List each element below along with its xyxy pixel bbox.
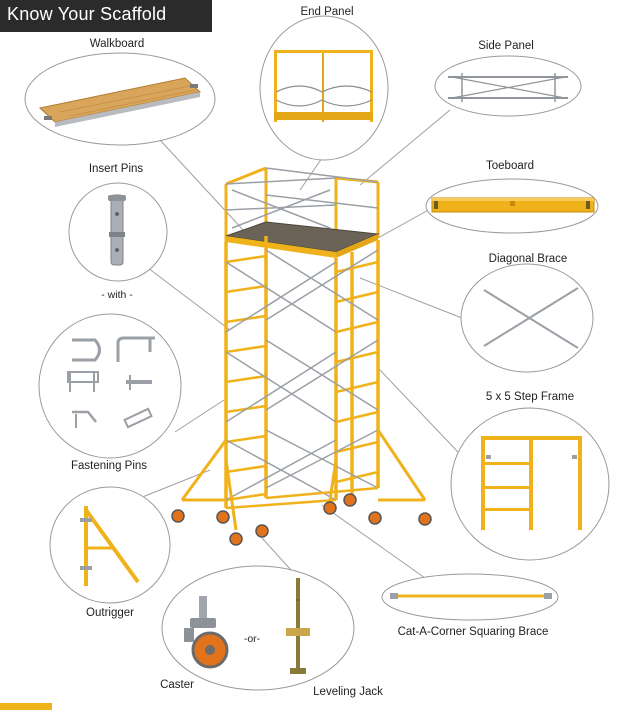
insert-pins-label: Insert Pins [88,163,144,175]
leader-toeboard [378,208,432,238]
squaring-brace-label: Cat-A-Corner Squaring Brace [397,626,549,638]
or-label: -or- [243,633,261,645]
caster-label: Caster [160,679,194,691]
leader-insert-pins [148,268,230,330]
diagonal-brace-callout [461,264,593,372]
wheel-2 [217,511,229,523]
with-label: - with - [101,289,133,301]
leveling-jack-label: Leveling Jack [313,686,383,698]
wheel-6 [344,494,356,506]
diagonal-brace-label: Diagonal Brace [488,253,568,265]
wheel-5 [324,502,336,514]
step-frame-label: 5 x 5 Step Frame [485,391,575,403]
page-title: Know Your Scaffold [7,4,167,24]
toeboard-label: Toeboard [486,160,534,172]
scaffold-tower [172,168,431,545]
leader-fastening-pins [175,400,224,432]
leader-walkboard [160,140,245,232]
wheel-1 [172,510,184,522]
bottom-accent [0,703,52,710]
title-bar [0,0,212,32]
fastening-pins-label: Fastening Pins [70,460,148,472]
wheel-7 [369,512,381,524]
insert-pins-icon [108,195,126,265]
walkboard-label: Walkboard [89,38,145,50]
leader-diagonal-brace [360,278,462,318]
outrigger-label: Outrigger [86,607,134,619]
wheel-8 [419,513,431,525]
fastening-pins-callout [39,314,181,458]
end-panel-label: End Panel [300,6,354,18]
toeboard-icon [432,198,594,212]
leader-step-frame [378,368,458,452]
wheel-4 [256,525,268,537]
wheel-3 [230,533,242,545]
side-panel-label: Side Panel [478,40,534,52]
side-panel-callout [435,56,581,116]
